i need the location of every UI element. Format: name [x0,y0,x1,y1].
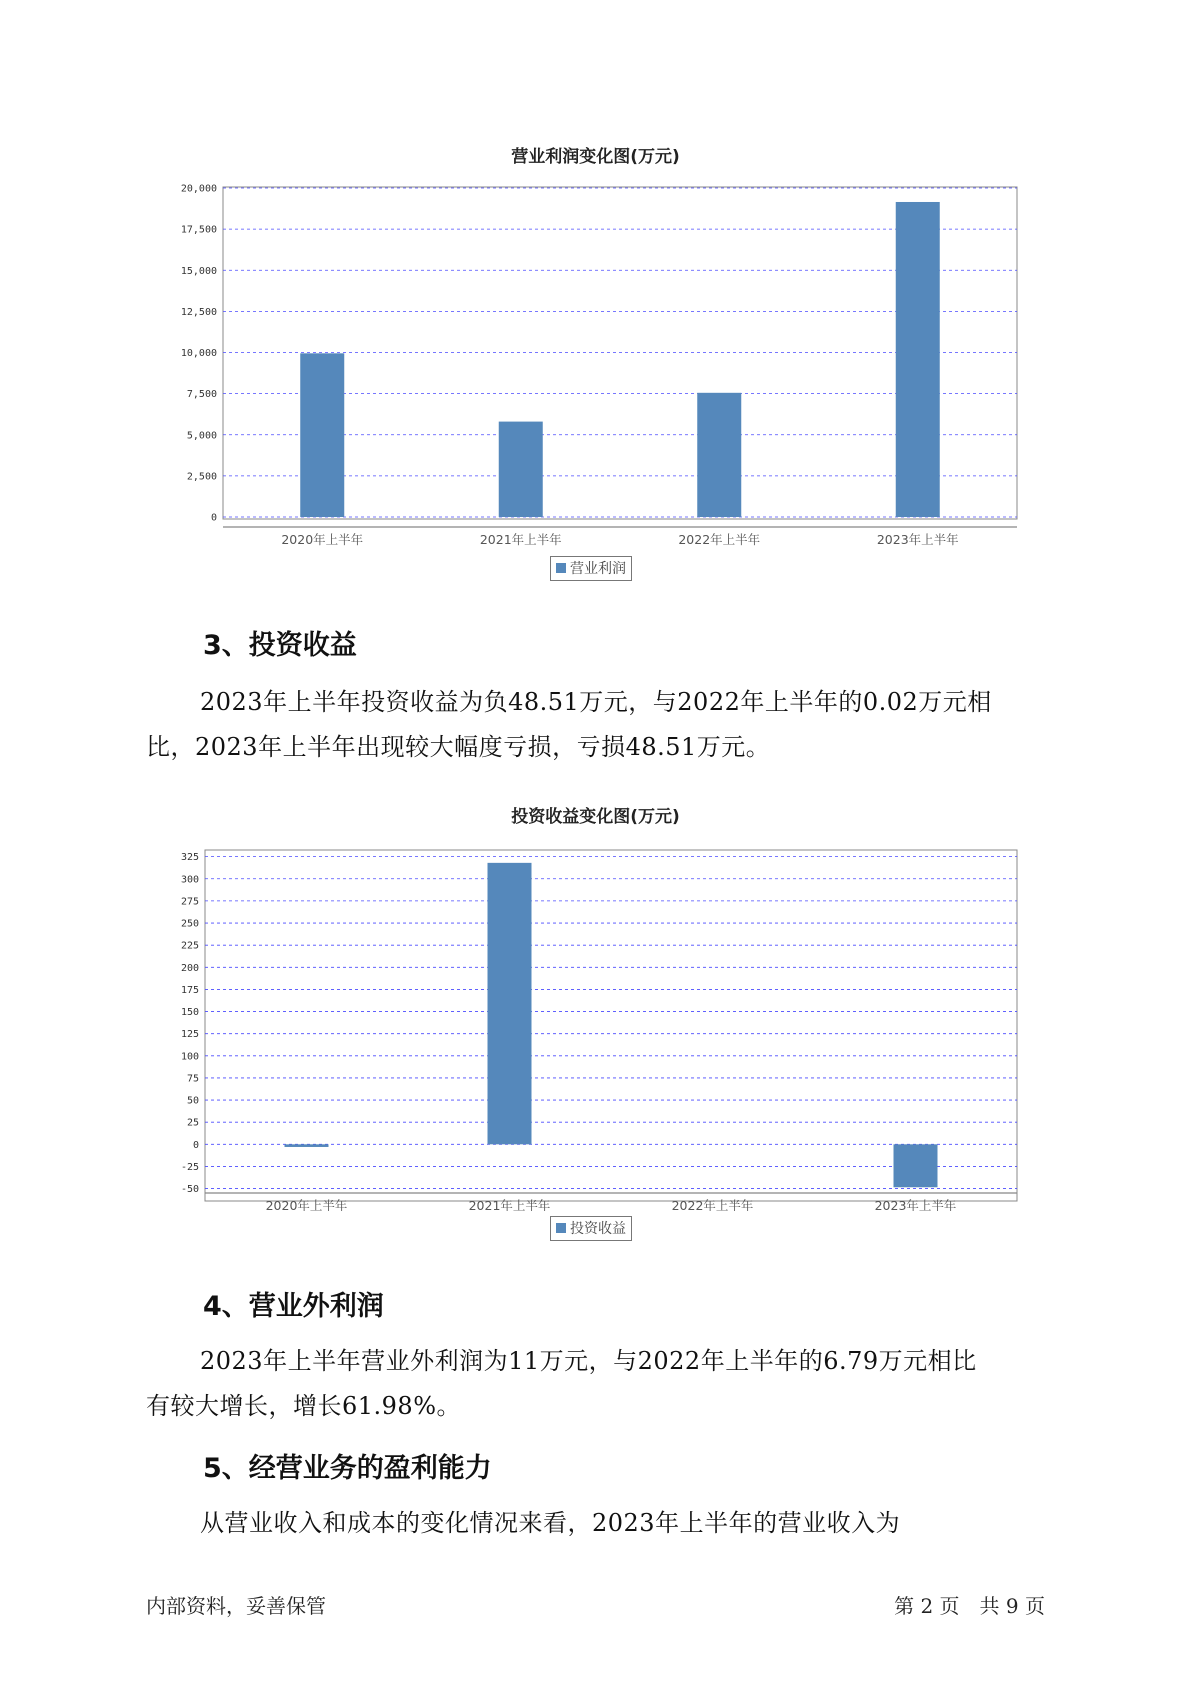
chart2-ytick-label: -25 [180,1161,199,1173]
section3-paragraph [146,680,1066,770]
section5-paragraph [146,1501,1066,1546]
chart2-ytick-label: 175 [180,984,199,996]
operating-profit-chart [0,160,1191,550]
chart2-ytick-label: 150 [180,1007,199,1019]
investment-income-chart [0,826,1191,1211]
section4-heading: 4、营业外利润 [203,1291,384,1322]
chart1-bar [896,202,940,517]
chart2-ytick-label: 275 [180,896,199,908]
footer-page-number: 第 2 页 共 9 页 [894,1594,1045,1618]
chart2-bar [488,863,532,1144]
chart2-ytick-label: 325 [180,852,199,864]
chart1-bar [697,393,741,517]
chart2-category-label: 2020年上半年 [265,1198,348,1211]
chart1-ytick-label: 20,000 [180,183,217,195]
chart2-ytick-label: 25 [186,1117,199,1129]
chart2-ytick-label: 0 [192,1139,199,1151]
legend-swatch-icon [556,1223,566,1233]
section3-heading: 3、投资收益 [203,630,357,661]
chart2-bar [894,1144,938,1187]
chart1-legend [550,556,632,581]
chart2-ytick-label: 300 [180,874,199,886]
chart2-bar [285,1144,329,1147]
chart1-ytick-label: 10,000 [180,348,217,359]
chart2-ytick-label: 50 [186,1095,199,1107]
legend-swatch-icon [556,563,566,573]
chart2-ytick-label: -50 [180,1184,199,1196]
chart2-ytick-label: 100 [180,1051,199,1063]
chart1-bar [499,422,543,517]
section4-line1: 2023年上半年营业外利润为11万元，与2022年上半年的6.79万元相比 [200,1347,977,1375]
chart2-title: 投资收益变化图(万元) [511,807,680,827]
chart1-category-label: 2021年上半年 [479,532,562,547]
chart1-category-label: 2023年上半年 [876,532,959,547]
section5-line1: 从营业收入和成本的变化情况来看，2023年上半年的营业收入为 [200,1509,901,1537]
chart1-title: 营业利润变化图(万元) [511,147,680,167]
chart2-ytick-label: 250 [180,918,199,930]
chart2-legend-label: 投资收益 [570,1221,626,1237]
chart2-ytick-label: 75 [186,1073,199,1085]
chart1-category-label: 2022年上半年 [678,532,761,547]
chart1-ytick-label: 0 [210,512,217,524]
section4-paragraph [146,1339,1066,1429]
chart1-ytick-label: 17,500 [180,224,217,236]
chart1-bar [300,353,344,517]
chart1-category-label: 2020年上半年 [281,532,364,547]
chart2-category-label: 2022年上半年 [671,1198,754,1211]
chart2-category-label: 2021年上半年 [468,1198,551,1211]
chart1-ytick-label: 15,000 [180,265,217,277]
chart1-ytick-label: 12,500 [180,306,217,318]
section5-heading: 5、经营业务的盈利能力 [203,1453,492,1484]
chart2-ytick-label: 225 [180,940,199,952]
chart2-ytick-label: 125 [180,1029,199,1041]
chart2-legend [550,1216,632,1241]
footer-confidential: 内部资料，妥善保管 [146,1594,326,1618]
chart1-ytick-label: 2,500 [186,471,217,483]
section3-line1: 2023年上半年投资收益为负48.51万元，与2022年上半年的0.02万元相 [200,688,992,716]
section4-line2: 有较大增长，增长61.98%。 [146,1392,462,1420]
chart2-category-label: 2023年上半年 [874,1198,957,1211]
chart1-ytick-label: 5,000 [186,430,217,442]
chart1-ytick-label: 7,500 [186,389,217,401]
chart1-legend-label: 营业利润 [570,561,626,577]
section3-line2: 比，2023年上半年出现较大幅度亏损，亏损48.51万元。 [146,733,771,761]
chart2-ytick-label: 200 [180,962,199,974]
